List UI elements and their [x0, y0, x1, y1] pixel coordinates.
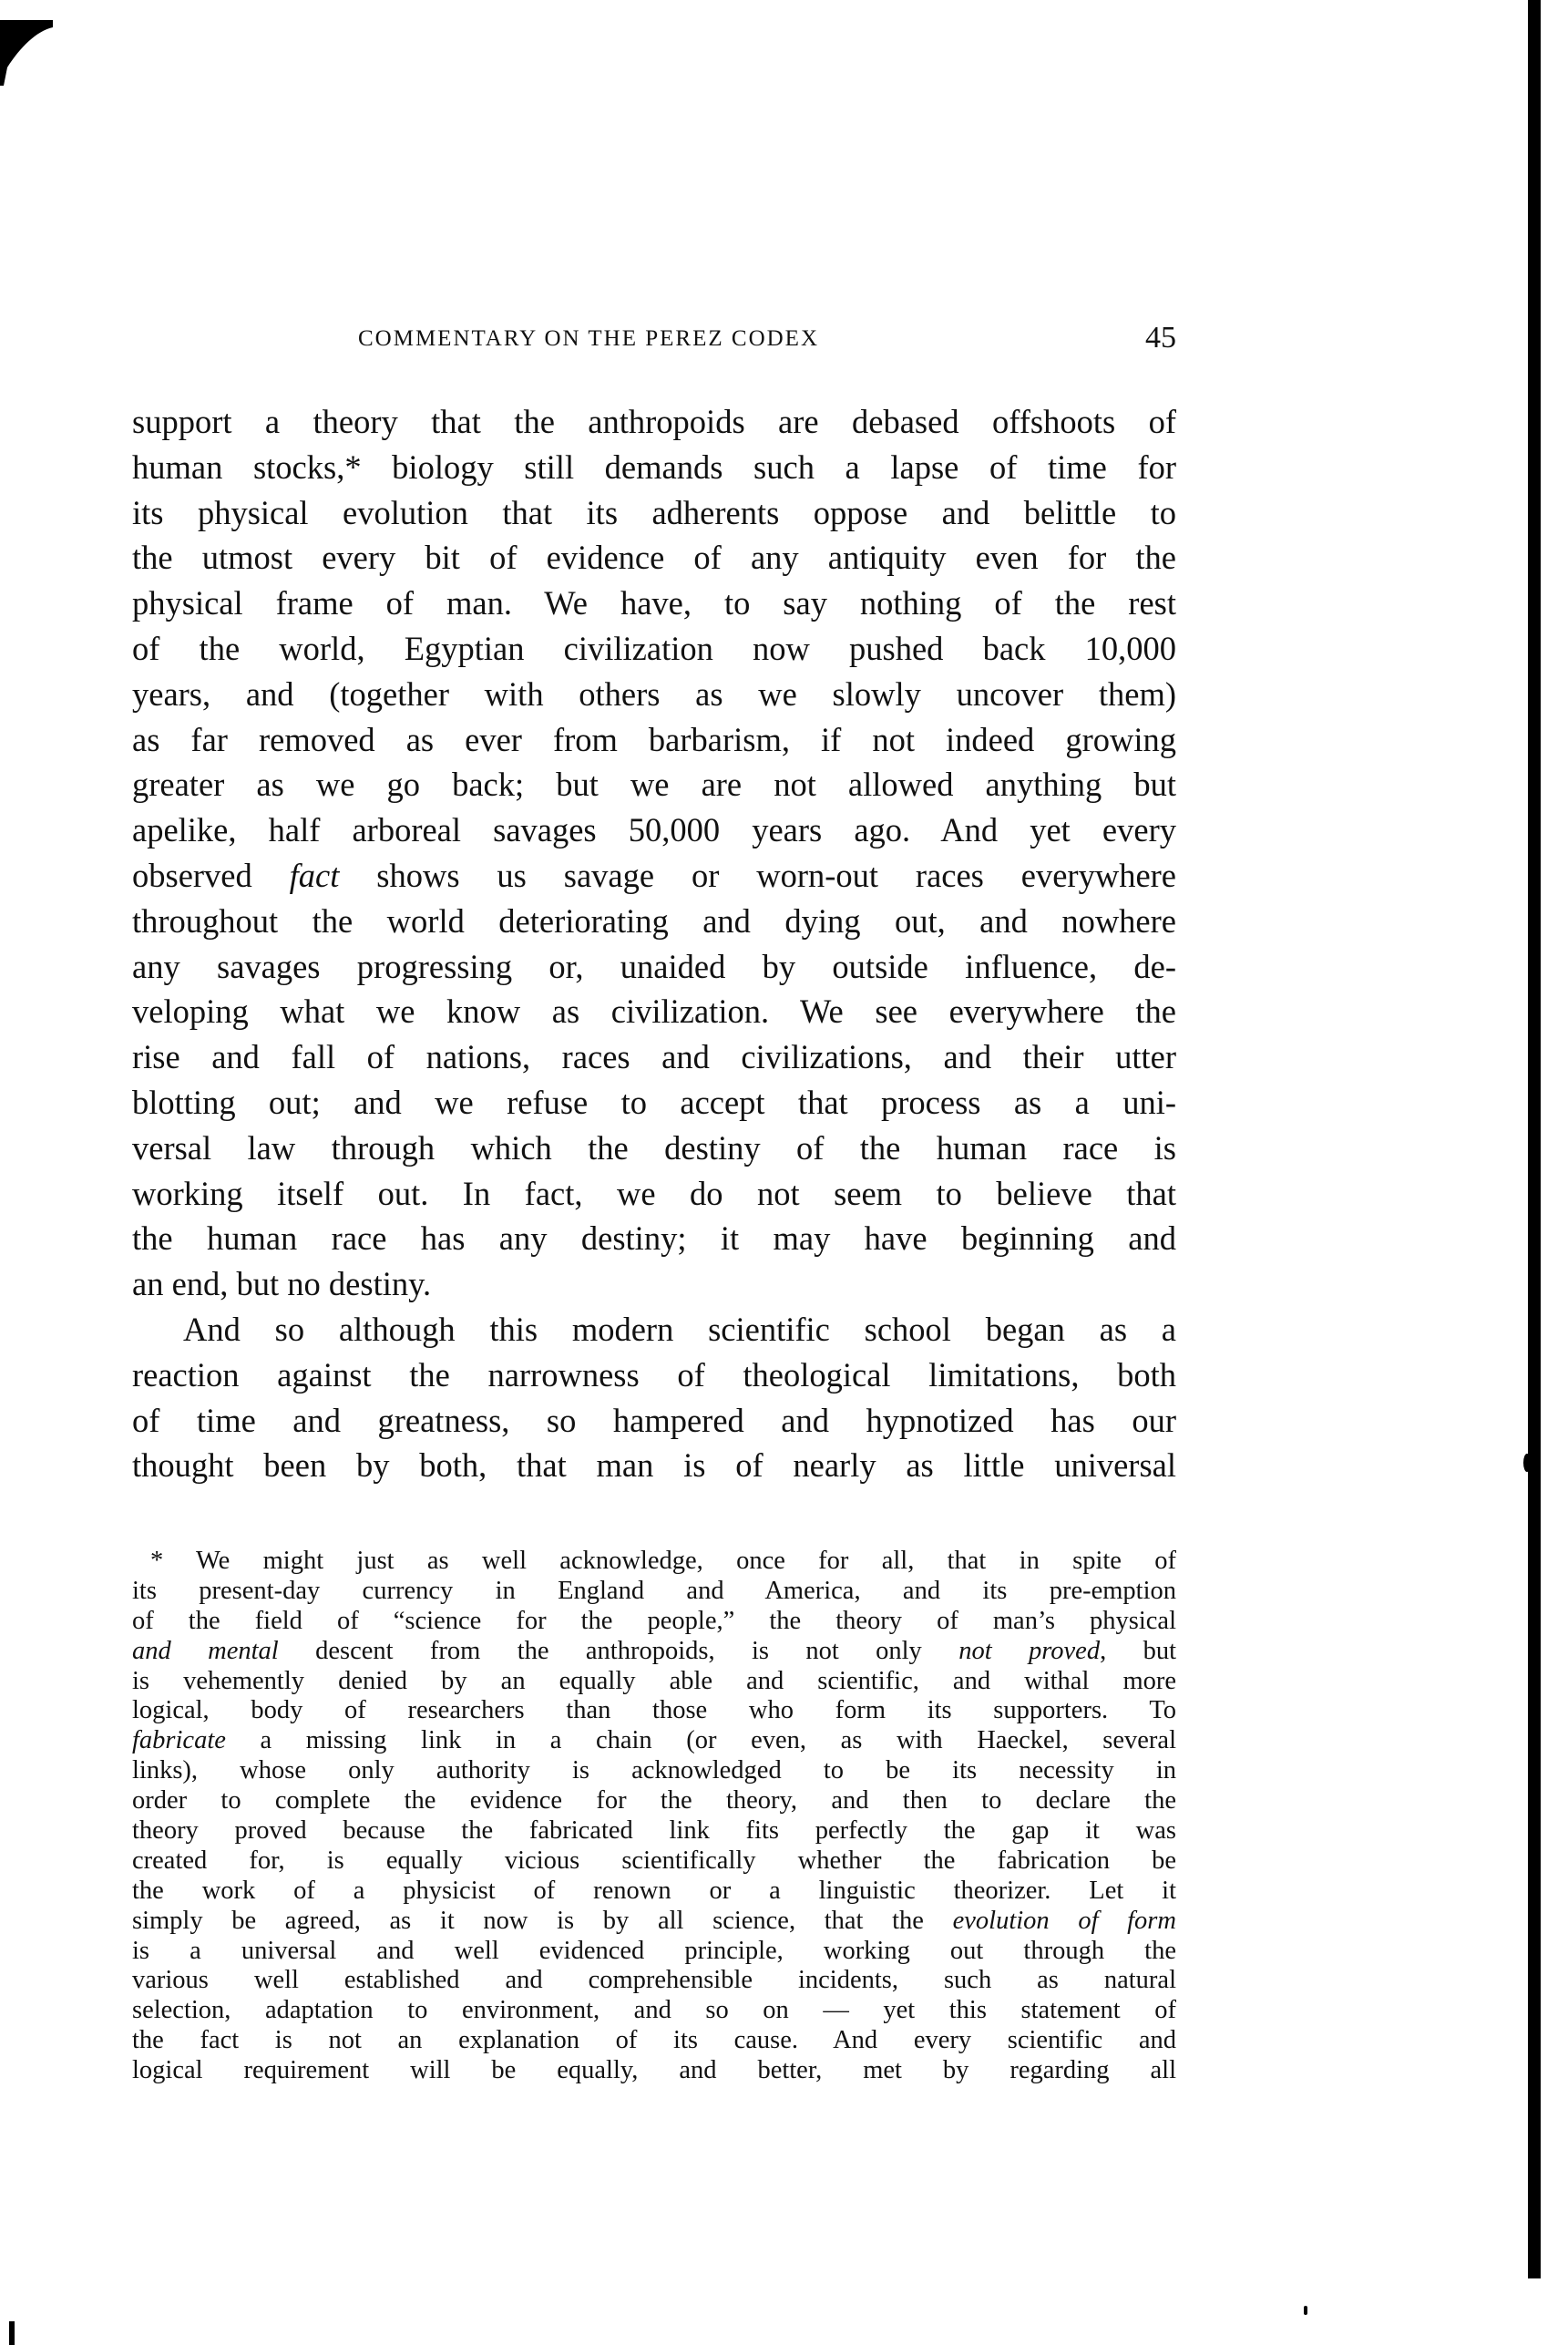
footnote-line: links), whose only authority is acknowledged to be its necessity in — [132, 1756, 1176, 1785]
footnote-line: * We might just as well acknowledge, once for all, that in spite of — [150, 1547, 1176, 1575]
italic-text: and mental — [132, 1636, 279, 1665]
text-line: years, and (together with others as we slowly uncover them) — [132, 674, 1176, 713]
footnote-line: and mental descent from the anthropoids, is not only not proved, but — [132, 1636, 1176, 1665]
italic-text: fabricate — [132, 1726, 226, 1755]
running-head — [132, 321, 1176, 357]
text-line: And so although this modern scientific school began as a — [183, 1310, 1176, 1348]
text-line: veloping what we know as civilization. We see everywhere the — [132, 993, 1176, 1031]
footnote-line: is a universal and well evidenced principle, working out through the — [132, 1936, 1176, 1965]
footnote-line: of the field of “science for the people,” the theory of man’s physical — [132, 1606, 1176, 1635]
scan-corner-artifact — [0, 20, 53, 86]
text-line: as far removed as ever from barbarism, if not indeed growing — [132, 720, 1176, 758]
scan-edge-bar — [1528, 0, 1541, 2278]
text-line: reaction against the narrowness of theological limitations, both — [132, 1355, 1176, 1394]
footnote-line: theory proved because the fabricated link fits perfectly the gap it was — [132, 1816, 1176, 1846]
footnote-line: the fact is not an explanation of its cause. And every scientific and — [132, 2026, 1176, 2055]
text-line: versal law through which the destiny of the human race is — [132, 1128, 1176, 1167]
footnote-line: logical requirement will be equally, and better, met by regarding all — [132, 2056, 1176, 2085]
text-line: of time and greatness, so hampered and hypnotized has our — [132, 1401, 1176, 1439]
paragraph — [132, 399, 1176, 1307]
page-number: 45 — [1145, 321, 1176, 355]
paragraph — [132, 1307, 1176, 1488]
footnote-line: logical, body of researchers than those who form its supporters. To — [132, 1696, 1176, 1725]
footnote-line: order to complete the evidence for the theory, and then to declare the — [132, 1786, 1176, 1815]
footnote-line: created for, is equally vicious scientifically whether the fabrication be — [132, 1846, 1176, 1875]
footnote-line: selection, adaptation to environment, and so on — yet this statement of — [132, 1996, 1176, 2025]
text-line: any savages progressing or, unaided by outside influence, de- — [132, 947, 1176, 985]
text-line: human stocks,* biology still demands such a lapse of time for — [132, 447, 1176, 486]
scan-speck — [1304, 2306, 1307, 2315]
body-text — [132, 399, 1176, 1488]
text-line: thought been by both, that man is of nearly as little universal — [132, 1446, 1176, 1485]
footnote-line: fabricate a missing link in a chain (or even, as with Haeckel, several — [132, 1726, 1176, 1755]
text-line: rise and fall of nations, races and civilizations, and their utter — [132, 1038, 1176, 1076]
text-line: of the world, Egyptian civilization now pushed back 10,000 — [132, 629, 1176, 667]
text-line: an end, but no destiny. — [132, 1265, 432, 1303]
italic-text: not proved — [958, 1636, 1101, 1665]
text-line: greater as we go back; but we are not allowed anything but — [132, 766, 1176, 804]
italic-text: fact — [289, 856, 340, 894]
text-line: the utmost every bit of evidence of any antiquity even for the — [132, 539, 1176, 577]
footnote — [132, 1547, 1176, 2086]
scan-speck — [9, 2321, 15, 2345]
text-line: blotting out; and we refuse to accept that process as a uni- — [132, 1083, 1176, 1121]
text-line: its physical evolution that its adherents oppose and belittle to — [132, 493, 1176, 531]
text-line: throughout the world deteriorating and dying out, and nowhere — [132, 901, 1176, 940]
text-line: observed fact shows us savage or worn-out races everywhere — [132, 856, 1176, 894]
footnote-line: the work of a physicist of renown or a linguistic theorizer. Let it — [132, 1876, 1176, 1905]
italic-text: evolution of form — [952, 1906, 1176, 1935]
scan-edge-notch — [1523, 1454, 1531, 1472]
text-line: the human race has any destiny; it may have beginning and — [132, 1219, 1176, 1258]
footnote-line: is vehemently denied by an equally able and scientific, and withal more — [132, 1666, 1176, 1695]
footnote-line: its present-day currency in England and America, and its pre-emption — [132, 1576, 1176, 1605]
footnote-line: simply be agreed, as it now is by all science, that the evolution of form — [132, 1906, 1176, 1935]
text-line: apelike, half arboreal savages 50,000 years ago. And yet every — [132, 811, 1176, 849]
text-line: support a theory that the anthropoids are debased offshoots of — [132, 403, 1176, 440]
text-line: working itself out. In fact, we do not seem to believe that — [132, 1174, 1176, 1212]
running-head-title: COMMENTARY ON THE PEREZ CODEX — [358, 326, 820, 351]
footnote-line: various well established and comprehensible incidents, such as natural — [132, 1966, 1176, 1995]
text-line: physical frame of man. We have, to say nothing of the rest — [132, 584, 1176, 622]
